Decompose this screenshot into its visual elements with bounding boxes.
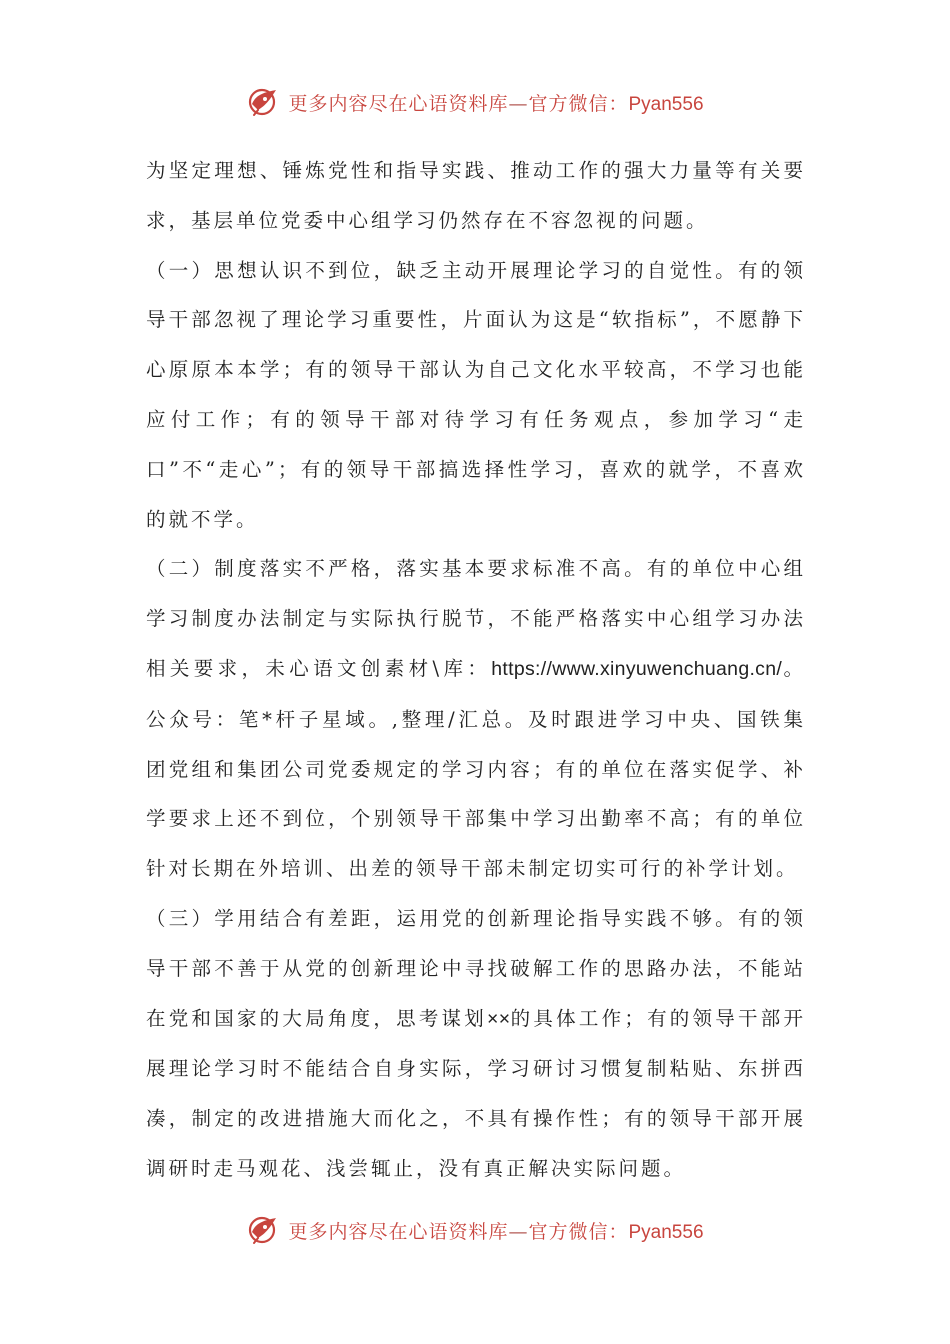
footer-wechat-label: 官方微信： [528, 1220, 629, 1243]
footer-banner [0, 1208, 950, 1252]
header-dash: — [508, 92, 529, 115]
paragraph-4-part-a: （三）学用结合有差距，运用党的创新理论指导实践不够。有的领导干部不善于从党的创新理论中寻找破解工作的思路办法，不能站在党和国家的大局角度，思考谋划 [146, 906, 806, 1030]
footer-banner-text [288, 1217, 703, 1244]
header-account: Pyan556 [628, 93, 704, 115]
paragraph-3 [146, 544, 806, 894]
paragraph-4 [146, 894, 806, 1194]
paragraph-1: 为坚定理想、锤炼党性和指导实践、推动工作的强大力量等有关要求，基层单位党委中心组学习仍然存在不容忽视的问题。 [146, 159, 806, 232]
header-banner [0, 80, 950, 124]
document-body [146, 146, 806, 1194]
footer-brand: 更多内容尽在心语资料库 [288, 1220, 509, 1243]
placeholder-xx: ×× [487, 1007, 511, 1030]
header-banner-text [288, 89, 703, 116]
paragraph-4-part-b: 的具体工作；有的领导干部开展理论学习时不能结合自身实际，学习研讨习惯复制粘贴、东拼西凑，制定的改进措施大而化之，不具有操作性；有的领导干部开展调研时走马观花、浅尝辄止，没有真正解决实际问题。 [146, 1006, 806, 1180]
paragraph-3-part-b: 。公众号：笔*杆子星域。,整理/汇总。及时跟进学习中央、国铁集团党组和集团公司党委规定的学习内容；有的单位在落实促学、补学要求上还不到位，个别领导干部集中学习出勤率不高；有的单位针对长期在外培训、出差的领导干部未制定切实可行的补学计划。 [146, 656, 806, 881]
pen-nib-logo-icon [246, 1212, 282, 1248]
paragraph-2: （一）思想认识不到位，缺乏主动开展理论学习的自觉性。有的领导干部忽视了理论学习重要性，片面认为这是“软指标”，不愿静下心原原本本学；有的领导干部认为自己文化水平较高，不学习也能应付工作；有的领导干部对待学习有任务观点，参加学习“走口”不“走心”；有的领导干部搞选择性学习，喜欢的就学，不喜欢的就不学。 [146, 258, 806, 531]
header-wechat-label: 官方微信： [528, 92, 629, 115]
header-brand: 更多内容尽在心语资料库 [288, 92, 509, 115]
footer-account: Pyan556 [628, 1221, 704, 1243]
footer-dash: — [508, 1220, 529, 1243]
pen-nib-logo-icon [246, 84, 282, 120]
paragraph-3-part-a: （二）制度落实不严格，落实基本要求标准不高。有的单位中心组学习制度办法制定与实际执行脱节，不能严格落实中心组学习办法相关要求，未心语文创素材\库： [146, 557, 806, 680]
website-url: https://www.xinyuwenchuang.cn/ [491, 657, 783, 680]
